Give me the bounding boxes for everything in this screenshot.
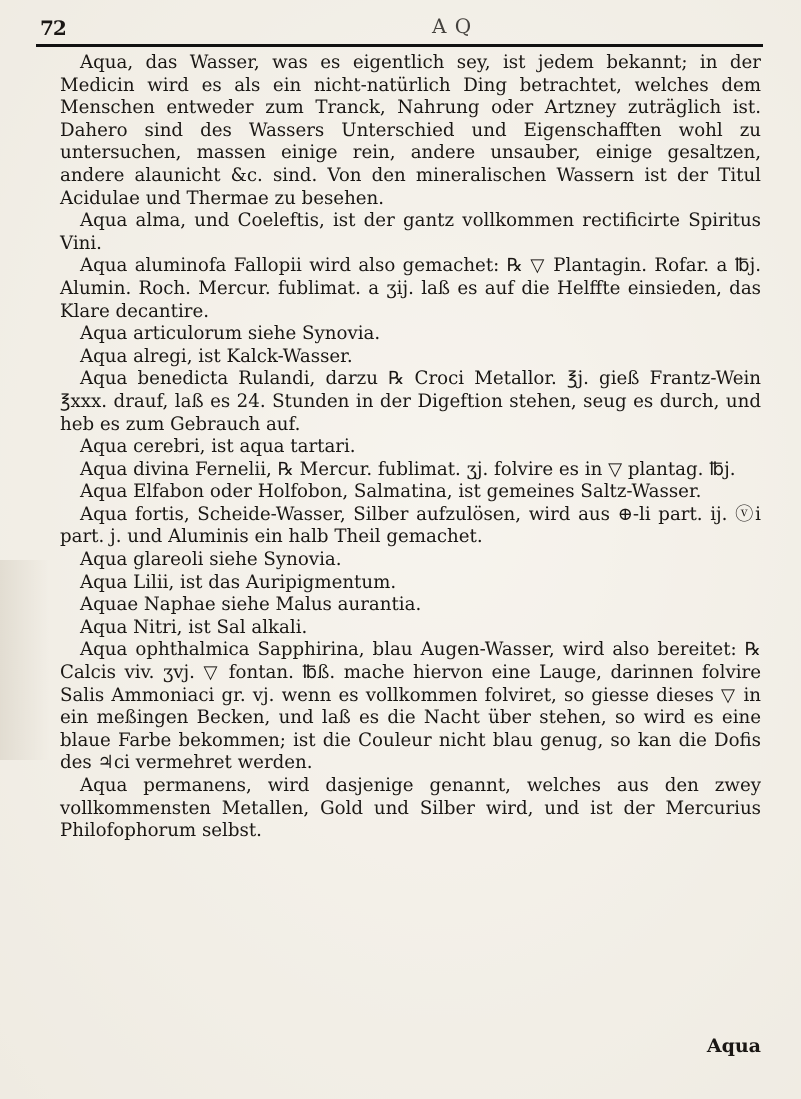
entry-aqua-fortis: Aqua fortis, Scheide-Wasser, Silber aufzulösen, wird aus ⊕-li part. ij. ⓥi part. j. und Aluminis ein halb Theil gemachet. <box>60 503 761 548</box>
catchword: Aqua <box>706 1035 761 1057</box>
entry-aqua-ophthalmica: Aqua ophthalmica Sapphirina, blau Augen-Wasser, wird also bereitet: ℞ Calcis viv. ʒvj. ▽ fontan. ℔ß. mache hiervon eine Lauge, darinnen folvire Salis Ammoniaci gr. vj. wenn es vollkommen folviret, so giesse dieses ▽ in ein meßingen Becken, und laß es die Nacht über stehen, so wird es eine blaue Farbe bekommen; ist die Couleur nicht blau genug, so kan die Dofis des ♃ci vermehret werden. <box>60 639 761 774</box>
entry-aqua-glareoli: Aqua glareoli siehe Synovia. <box>80 549 342 571</box>
entry-aqua-alregi: Aqua alregi, ist Kalck-Wasser. <box>80 345 353 367</box>
entry-aqua-articulorum: Aqua articulorum siehe Synovia. <box>80 323 381 345</box>
page-header <box>32 10 765 40</box>
entry-aqua-benedicta: Aqua benedicta Rulandi, darzu ℞ Croci Metallor. ℥j. gieß Frantz-Wein ℥xxx. drauf, laß es 24. Stunden in der Digeftion stehen, seug es durch, und heb es zum Gebrauch auf. <box>60 368 761 435</box>
entry-aqua-elfabon: Aqua Elfabon oder Holfobon, Salmatina, ist gemeines Saltz-Wasser. <box>80 481 702 503</box>
header-rule <box>36 44 763 47</box>
entry-aqua-cerebri: Aqua cerebri, ist aqua tartari. <box>80 436 356 458</box>
running-head: A Q <box>432 14 473 38</box>
entry-aqua: Aqua, das Wasser, was es eigentlich sey, ist jedem bekannt; in der Medicin wird es als ein nicht-natürlich Ding betrachtet, welches dem Menschen entweder zum Tranck, Nahrung oder Artzney zuträglich ist. Dahero sind des Wassers Unterschied und Eigenschafften wohl zu untersuchen, massen einige rein, andere unsauber, einige gesaltzen, andere alaunicht &c. sind. Von den mineralischen Wassern ist der Titul Acidulae und Thermae zu besehen. <box>60 52 761 209</box>
entry-aqua-nitri: Aqua Nitri, ist Sal alkali. <box>80 616 308 638</box>
entry-aqua-lilii: Aqua Lilii, ist das Auripigmentum. <box>80 571 397 593</box>
entry-aqua-alma: Aqua alma, und Coeleftis, ist der gantz vollkommen rectificirte Spiritus Vini. <box>60 210 761 254</box>
page-number: 72 <box>40 16 66 40</box>
paper-stain <box>0 560 50 760</box>
entry-aqua-divina: Aqua divina Fernelii, ℞ Mercur. fublimat. ʒj. folvire es in ▽ plantag. ℔j. <box>80 458 736 480</box>
entry-aqua-aluminofa: Aqua aluminofa Fallopii wird also gemachet: ℞ ▽ Plantagin. Rofar. a ℔j. Alumin. Roch. Mercur. fublimat. a ʒij. laß es auf die Helffte einsieden, das Klare decantire. <box>60 255 761 322</box>
entry-aqua-permanens: Aqua permanens, wird dasjenige genannt, welches aus den zwey vollkommensten Metallen, Gold und Silber wird, und ist der Mercurius Philofophorum selbst. <box>60 775 761 842</box>
entry-aquae-naphae: Aquae Naphae siehe Malus aurantia. <box>80 594 422 616</box>
dictionary-body <box>60 52 761 1069</box>
